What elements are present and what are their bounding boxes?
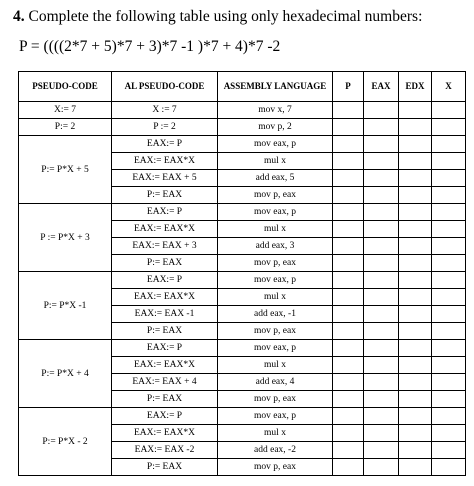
x-cell[interactable]	[432, 289, 466, 306]
eax-cell[interactable]	[364, 238, 399, 255]
eax-cell[interactable]	[364, 136, 399, 153]
assembly-cell: mov p, 2	[218, 119, 333, 136]
eax-cell[interactable]	[364, 272, 399, 289]
table-row	[19, 119, 466, 136]
assembly-cell: mov p, eax	[218, 255, 333, 272]
assembly-cell: mov eax, p	[218, 340, 333, 357]
al-pseudo-code-cell: EAX:= EAX -1	[112, 306, 218, 323]
p-cell[interactable]	[333, 238, 364, 255]
x-cell[interactable]	[432, 102, 466, 119]
header-edx: EDX	[399, 72, 432, 102]
assembly-cell: mov eax, p	[218, 272, 333, 289]
p-cell[interactable]	[333, 153, 364, 170]
header-al-pseudo-code: AL PSEUDO-CODE	[112, 72, 218, 102]
al-pseudo-code-cell: P:= EAX	[112, 323, 218, 340]
edx-cell[interactable]	[399, 340, 432, 357]
assembly-cell: mov p, eax	[218, 323, 333, 340]
p-cell[interactable]	[333, 204, 364, 221]
x-cell[interactable]	[432, 391, 466, 408]
p-cell[interactable]	[333, 323, 364, 340]
p-cell[interactable]	[333, 119, 364, 136]
al-pseudo-code-cell: P:= EAX	[112, 255, 218, 272]
edx-cell[interactable]	[399, 102, 432, 119]
eax-cell[interactable]	[364, 442, 399, 459]
assembly-cell: mul x	[218, 425, 333, 442]
x-cell[interactable]	[432, 221, 466, 238]
eax-cell[interactable]	[364, 221, 399, 238]
eax-cell[interactable]	[364, 306, 399, 323]
edx-cell[interactable]	[399, 238, 432, 255]
eax-cell[interactable]	[364, 323, 399, 340]
al-pseudo-code-cell: EAX:= P	[112, 340, 218, 357]
eax-cell[interactable]	[364, 119, 399, 136]
eax-cell[interactable]	[364, 340, 399, 357]
x-cell[interactable]	[432, 204, 466, 221]
eax-cell[interactable]	[364, 374, 399, 391]
x-cell[interactable]	[432, 136, 466, 153]
eax-cell[interactable]	[364, 289, 399, 306]
p-cell[interactable]	[333, 442, 364, 459]
eax-cell[interactable]	[364, 255, 399, 272]
edx-cell[interactable]	[399, 136, 432, 153]
pseudo-code-cell: P:= P*X -1	[19, 272, 112, 340]
assembly-cell: add eax, -2	[218, 442, 333, 459]
al-pseudo-code-cell: EAX:= EAX*X	[112, 221, 218, 238]
p-cell[interactable]	[333, 255, 364, 272]
table-row	[19, 408, 466, 425]
eax-cell[interactable]	[364, 391, 399, 408]
x-cell[interactable]	[432, 374, 466, 391]
x-cell[interactable]	[432, 306, 466, 323]
eax-cell[interactable]	[364, 408, 399, 425]
table-row	[19, 204, 466, 221]
table-row	[19, 340, 466, 357]
edx-cell[interactable]	[399, 221, 432, 238]
al-pseudo-code-cell: EAX:= EAX*X	[112, 425, 218, 442]
assembly-cell: mov eax, p	[218, 204, 333, 221]
al-pseudo-code-cell: EAX:= P	[112, 272, 218, 289]
edx-cell[interactable]	[399, 187, 432, 204]
assembly-cell: mov x, 7	[218, 102, 333, 119]
x-cell[interactable]	[432, 119, 466, 136]
p-cell[interactable]	[333, 289, 364, 306]
assembly-cell: mov eax, p	[218, 136, 333, 153]
question-heading	[13, 8, 422, 26]
al-pseudo-code-cell: P := 2	[112, 119, 218, 136]
x-cell[interactable]	[432, 255, 466, 272]
pseudo-code-cell: P := P*X + 3	[19, 204, 112, 272]
al-pseudo-code-cell: EAX:= EAX + 3	[112, 238, 218, 255]
x-cell[interactable]	[432, 357, 466, 374]
assembly-cell: mul x	[218, 153, 333, 170]
p-cell[interactable]	[333, 272, 364, 289]
header-assembly-language: ASSEMBLY LANGUAGE	[218, 72, 333, 102]
pseudo-code-cell: P:= 2	[19, 119, 112, 136]
x-cell[interactable]	[432, 170, 466, 187]
header-pseudo-code: PSEUDO-CODE	[19, 72, 112, 102]
p-cell[interactable]	[333, 170, 364, 187]
al-pseudo-code-cell: EAX:= EAX + 5	[112, 170, 218, 187]
assembly-cell: add eax, -1	[218, 306, 333, 323]
pseudo-code-cell: P:= P*X - 2	[19, 408, 112, 476]
p-cell[interactable]	[333, 374, 364, 391]
eax-cell[interactable]	[364, 459, 399, 476]
x-cell[interactable]	[432, 408, 466, 425]
al-pseudo-code-cell: EAX:= EAX*X	[112, 153, 218, 170]
hex-table	[18, 71, 466, 476]
formula: P = ((((2*7 + 5)*7 + 3)*7 -1 )*7 + 4)*7 -2	[19, 38, 281, 55]
x-cell[interactable]	[432, 153, 466, 170]
al-pseudo-code-cell: X := 7	[112, 102, 218, 119]
edx-cell[interactable]	[399, 374, 432, 391]
edx-cell[interactable]	[399, 442, 432, 459]
al-pseudo-code-cell: P:= EAX	[112, 187, 218, 204]
assembly-cell: mul x	[218, 289, 333, 306]
x-cell[interactable]	[432, 459, 466, 476]
assembly-cell: add eax, 3	[218, 238, 333, 255]
assembly-cell: add eax, 4	[218, 374, 333, 391]
p-cell[interactable]	[333, 391, 364, 408]
assembly-cell: mul x	[218, 221, 333, 238]
x-cell[interactable]	[432, 425, 466, 442]
al-pseudo-code-cell: EAX:= EAX*X	[112, 289, 218, 306]
edx-cell[interactable]	[399, 459, 432, 476]
eax-cell[interactable]	[364, 357, 399, 374]
eax-cell[interactable]	[364, 170, 399, 187]
edx-cell[interactable]	[399, 306, 432, 323]
header-row	[19, 72, 466, 102]
x-cell[interactable]	[432, 323, 466, 340]
x-cell[interactable]	[432, 442, 466, 459]
eax-cell[interactable]	[364, 425, 399, 442]
edx-cell[interactable]	[399, 255, 432, 272]
eax-cell[interactable]	[364, 204, 399, 221]
edx-cell[interactable]	[399, 204, 432, 221]
header-p: P	[333, 72, 364, 102]
edx-cell[interactable]	[399, 323, 432, 340]
p-cell[interactable]	[333, 357, 364, 374]
p-cell[interactable]	[333, 459, 364, 476]
al-pseudo-code-cell: EAX:= P	[112, 408, 218, 425]
eax-cell[interactable]	[364, 153, 399, 170]
question-text: Complete the following table using only hexadecimal numbers:	[28, 8, 423, 25]
table-body	[19, 102, 466, 476]
pseudo-code-cell: P:= P*X + 5	[19, 136, 112, 204]
al-pseudo-code-cell: P:= EAX	[112, 391, 218, 408]
edx-cell[interactable]	[399, 391, 432, 408]
assembly-cell: mov p, eax	[218, 459, 333, 476]
x-cell[interactable]	[432, 272, 466, 289]
eax-cell[interactable]	[364, 187, 399, 204]
p-cell[interactable]	[333, 221, 364, 238]
al-pseudo-code-cell: EAX:= EAX*X	[112, 357, 218, 374]
al-pseudo-code-cell: P:= EAX	[112, 459, 218, 476]
x-cell[interactable]	[432, 340, 466, 357]
assembly-cell: mov p, eax	[218, 391, 333, 408]
header-eax: EAX	[364, 72, 399, 102]
header-x: X	[432, 72, 466, 102]
assembly-cell: mov eax, p	[218, 408, 333, 425]
x-cell[interactable]	[432, 238, 466, 255]
x-cell[interactable]	[432, 187, 466, 204]
pseudo-code-cell: P:= P*X + 4	[19, 340, 112, 408]
assembly-cell: add eax, 5	[218, 170, 333, 187]
table-row	[19, 102, 466, 119]
al-pseudo-code-cell: EAX:= P	[112, 136, 218, 153]
edx-cell[interactable]	[399, 119, 432, 136]
al-pseudo-code-cell: EAX:= P	[112, 204, 218, 221]
p-cell[interactable]	[333, 187, 364, 204]
p-cell[interactable]	[333, 425, 364, 442]
edx-cell[interactable]	[399, 408, 432, 425]
p-cell[interactable]	[333, 340, 364, 357]
al-pseudo-code-cell: EAX:= EAX -2	[112, 442, 218, 459]
edx-cell[interactable]	[399, 289, 432, 306]
assembly-cell: mul x	[218, 357, 333, 374]
table-row	[19, 272, 466, 289]
eax-cell[interactable]	[364, 102, 399, 119]
p-cell[interactable]	[333, 408, 364, 425]
edx-cell[interactable]	[399, 357, 432, 374]
edx-cell[interactable]	[399, 272, 432, 289]
pseudo-code-cell: X:= 7	[19, 102, 112, 119]
question-number: 4.	[13, 8, 25, 25]
edx-cell[interactable]	[399, 153, 432, 170]
p-cell[interactable]	[333, 136, 364, 153]
p-cell[interactable]	[333, 306, 364, 323]
p-cell[interactable]	[333, 102, 364, 119]
al-pseudo-code-cell: EAX:= EAX + 4	[112, 374, 218, 391]
assembly-cell: mov p, eax	[218, 187, 333, 204]
edx-cell[interactable]	[399, 425, 432, 442]
table-row	[19, 136, 466, 153]
edx-cell[interactable]	[399, 170, 432, 187]
